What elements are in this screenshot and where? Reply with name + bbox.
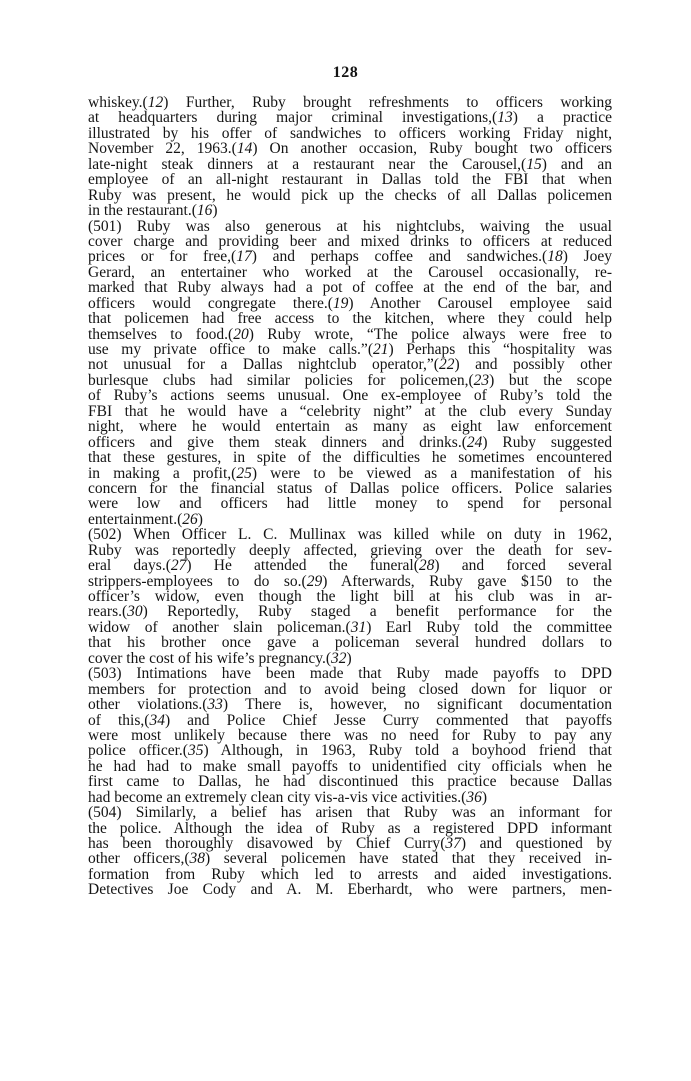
text-line: Detectives Joe Cody and A. M. Eberhardt, who were partners, men- [88,881,612,899]
text-line: illustrated by his offer of sandwiches to officers working Friday night, [88,124,612,142]
text-line: that policemen had free access to the kitchen, where they could help [88,310,612,328]
text-line: concern for the financial status of Dallas police officers. Police salaries [88,479,612,497]
text-line: officers and give them steak dinners and drinks.(24) Ruby suggested [88,433,613,451]
text-line: other violations.(33) There is, however, no significant documentation [88,696,612,714]
text-line: officers would congregate there.(19) Another Carousel employee said [88,294,612,312]
text-line: late-night steak dinners at a restaurant near the Carousel,(15) and an [88,155,612,173]
text-line: in making a profit,(25) were to be viewed as a manifestation of his [88,464,612,482]
text-line: the police. Although the idea of Ruby as a registered DPD informant [88,819,612,837]
text-line: (502) When Officer L. C. Mullinax was killed while on duty in 1962, [88,526,612,544]
text-line: had become an extremely clean city vis-a-vis vice activities.(36) [88,788,487,806]
text-line: marked that Ruby always had a pot of coffee at the end of the bar, and [88,279,612,297]
text-line: (501) Ruby was also generous at his nightclubs, waiving the usual [88,217,612,235]
page-number: 128 [332,64,359,81]
text-line: rears.(30) Reportedly, Ruby staged a benefit performance for the [88,603,612,621]
text-line: has been thoroughly disavowed by Chief Curry(37) and questioned by [88,835,612,852]
body-text [88,95,612,898]
text-line: members for protection and to avoid being closed down for liquor or [88,680,612,698]
text-line: FBI that he would have a “celebrity night” at the club every Sunday [88,402,612,420]
text-line: police officer.(35) Although, in 1963, Ruby told a boyhood friend that [88,742,612,760]
text-line: strippers-employees to do so.(29) Afterwards, Ruby gave $150 to the [88,572,612,590]
text-line: other officers,(38) several policemen have stated that they received in- [88,850,612,868]
text-line: (503) Intimations have been made that Ruby made payoffs to DPD [88,665,612,683]
text-line: burlesque clubs had similar policies for policemen,(23) but the scope [88,371,612,389]
text-line: cover charge and providing beer and mixed drinks to officers at reduced [88,232,612,250]
text-line: not unusual for a Dallas nightclub operator,”(22) and possibly other [88,356,612,374]
text-line: in the restaurant.(16) [88,202,218,220]
text-line: themselves to food.(20) Ruby wrote, “The police always were free to [88,325,612,343]
text-line: officer’s widow, even though the light bill at his club was in ar- [88,588,612,605]
text-line: formation from Ruby which led to arrests and aided investigations. [88,865,612,883]
text-line: of this,(34) and Police Chief Jesse Curry commented that payoffs [88,711,612,729]
text-line: that these gestures, in spite of the difficulties he sometimes encountered [88,449,612,467]
text-line: (504) Similarly, a belief has arisen that Ruby was an informant for [88,804,612,822]
text-line: were low and officers had little money to spend for personal [88,495,612,513]
text-line: of Ruby’s actions seems unusual. One ex-employee of Ruby’s told the [88,387,612,405]
text-line: night, where he would entertain as many as eight law enforcement [88,418,612,436]
text-line: cover the cost of his wife’s pregnancy.(32) [88,649,352,667]
text-line: at headquarters during major criminal investigations,(13) a practice [88,109,612,127]
text-line: widow of another slain policeman.(31) Earl Ruby told the committee [88,618,613,636]
text-line: Gerard, an entertainer who worked at the Carousel occasionally, re- [88,263,612,281]
text-line: that his brother once gave a policeman several hundred dollars to [88,634,612,652]
text-line: employee of an all-night restaurant in Dallas told the FBI that when [88,171,612,189]
text-line: use my private office to make calls.”(21) Perhaps this “hospitality was [88,341,612,358]
text-line: entertainment.(26) [88,510,203,528]
text-line: eral days.(27) He attended the funeral(28) and forced several [88,557,613,575]
text-line: November 22, 1963.(14) On another occasion, Ruby bought two officers [88,140,612,158]
text-line: prices or for free,(17) and perhaps coffee and sandwiches.(18) Joey [88,248,612,266]
text-line: Ruby was reportedly deeply affected, grieving over the death for sev- [88,541,612,559]
text-line: whiskey.(12) Further, Ruby brought refreshments to officers working [88,94,612,111]
text-line: he had had to make small payoffs to unidentified city officials when he [88,757,612,775]
text-line: first came to Dallas, he had discontinued this practice because Dallas [88,773,612,791]
text-line: were most unlikely because there was no need for Ruby to pay any [88,726,612,744]
text-line: Ruby was present, he would pick up the checks of all Dallas policemen [88,186,612,204]
